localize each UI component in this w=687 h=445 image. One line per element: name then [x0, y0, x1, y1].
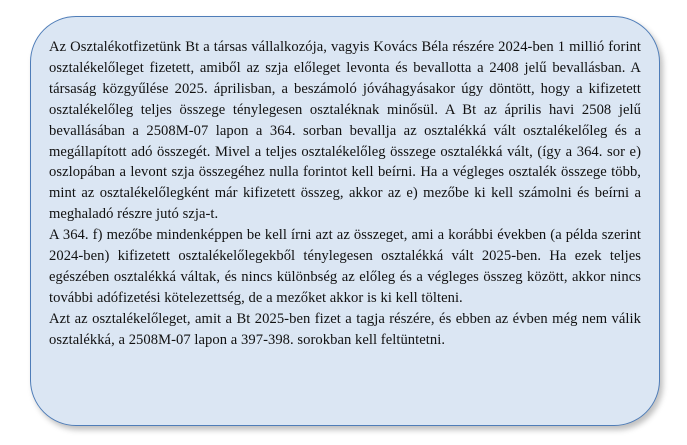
text-callout-box — [30, 16, 660, 426]
paragraph-field-364f: A 364. f) mezőbe mindenképpen be kell írni azt az összeget, ami a korábbi években (a példa szerint 2024-ben) kifizetett osztalékelőlegekből ténylegesen osztalékká vált 2025-ben. Ha ezek teljes egészében osztalékká váltak, és nincs különbség az előleg és a végleges összeg között, akkor nincs további adófizetési kötelezettség, de a mezőket akkor is ki kell tölteni. — [49, 227, 641, 306]
paragraph-dividend-advance: Az Osztalékotfizetünk Bt a társas vállalkozója, vagyis Kovács Béla részére 2024-ben 1 millió forint osztalékelőleget fizetett, amiből az szja előleget levonta és bevallotta a 2408 jelű bevallásban. A társaság közgyűlése 2025. áprilisban, a beszámoló jóváhagyásakor úgy döntött, hogy a kifizetett osztalékelőleg teljes összege ténylegesen osztaléknak minősül. A Bt az április havi 2508 jelű bevallásában a 2508M-07 lapon a 364. sorban bevallja az osztalékká vált osztalékelőleg és a megállapított adó összegét. Mivel a teljes osztalékelőleg összege osztalékká vált, (így a 364. sor e) oszlopában a levont szja összegéhez nulla forintot kell beírni. Ha a végleges osztalék összege több, mint az osztalékelőlegként már kifizetett összeg, akkor az e) mezőbe ki kell számolni és beírni a meghaladó részre jutó szja-t. — [49, 39, 641, 223]
paragraph-2025-advance: Azt az osztalékelőleget, amit a Bt 2025-ben fizet a tagja részére, és ebben az évben még nem válik osztalékká, a 2508M-07 lapon a 397-398. sorokban kell feltüntetni. — [49, 310, 641, 348]
